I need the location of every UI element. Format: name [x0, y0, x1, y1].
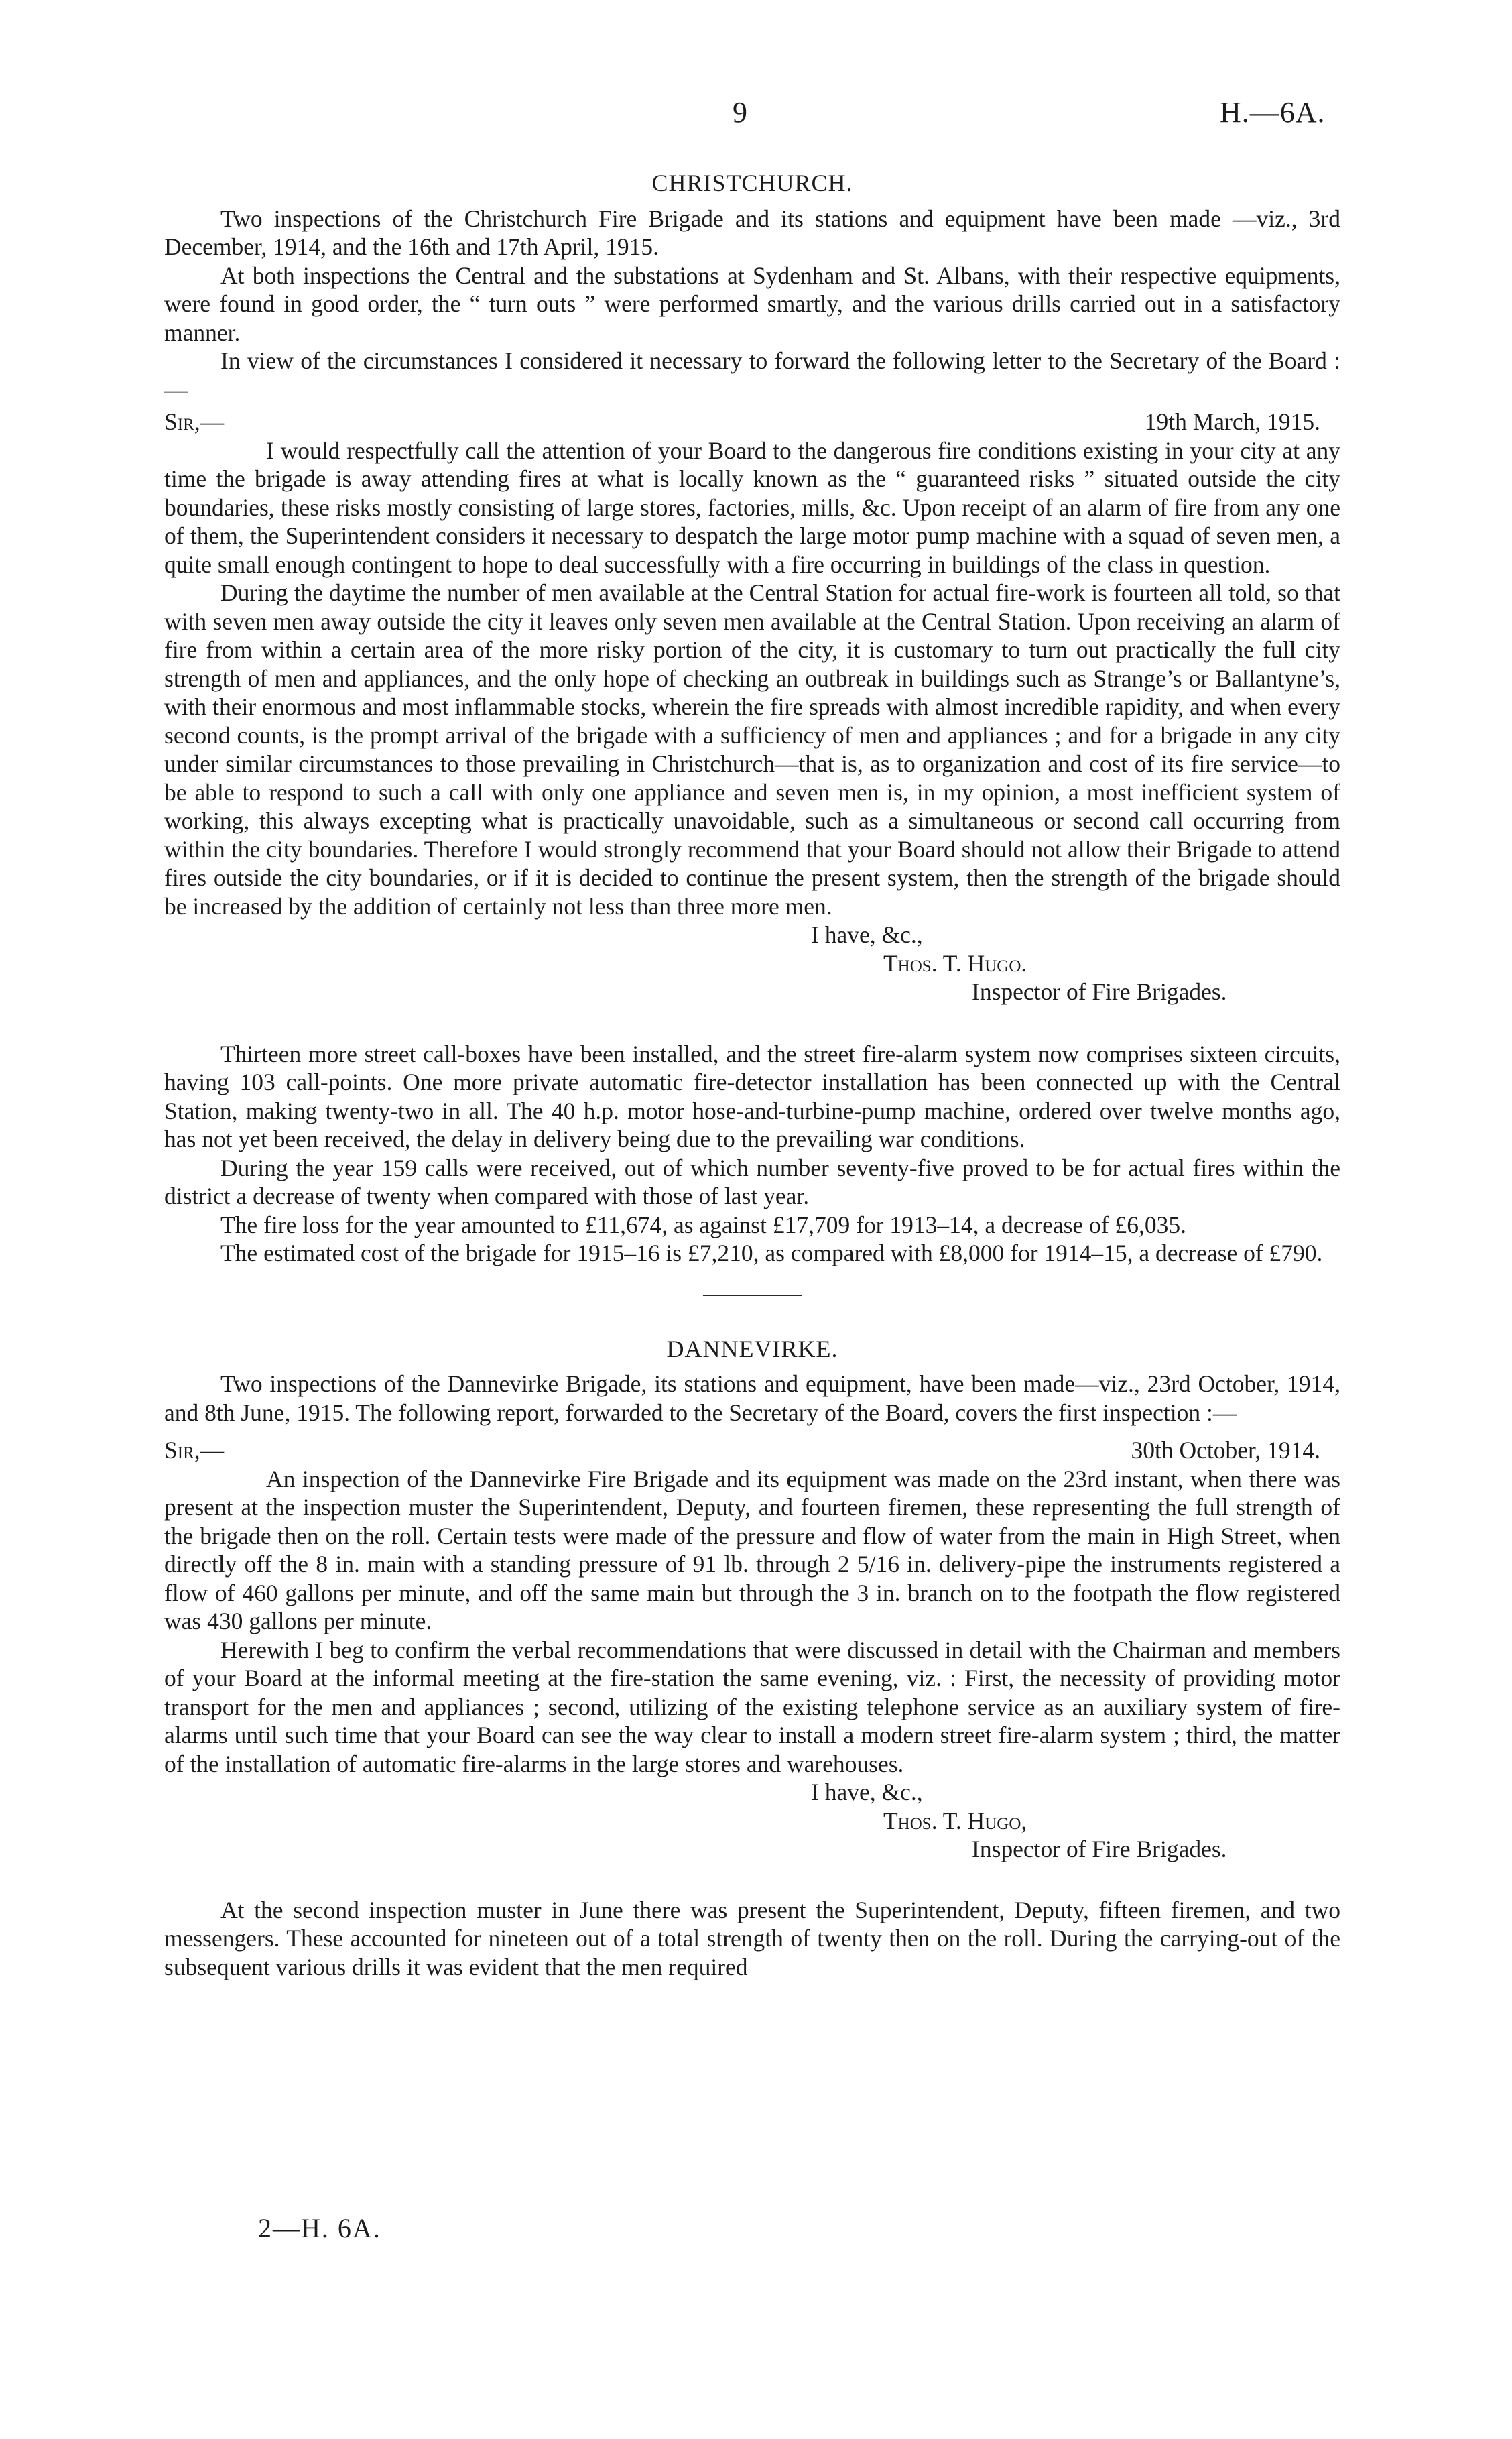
paragraph: Two inspections of the Dannevirke Brigade, its stations and equipment, have been made—viz., 23rd October, 1914, and 8th June, 1915. The following report, forwarded to the Secretary of the Board, covers the first inspection :—: [164, 1370, 1340, 1426]
paragraph: Thirteen more street call-boxes have been installed, and the street fire-alarm system now comprises sixteen circuits, having 103 call-points. One more private automatic fire-detector installation has been connected up with the Central Station, making twenty-two in all. The 40 h.p. motor hose-and-turbine-pump machine, ordered over twelve months ago, has not yet been received, the delay in delivery being due to the prevailing war conditions.: [164, 1040, 1340, 1152]
section-divider: [703, 1295, 802, 1296]
paragraph: The estimated cost of the brigade for 1915–16 is £7,210, as compared with £8,000 for 1914–15, a decrease of £790.: [220, 1240, 1323, 1266]
signer-name: Thos. T. Hugo.: [883, 949, 1027, 977]
salutation: Sir,—: [164, 1437, 225, 1464]
signature-mark: 2—H. 6A.: [258, 2213, 381, 2243]
letter: [164, 408, 1340, 1006]
document-reference: H.—6A.: [1220, 96, 1326, 129]
signer-name: Thos. T. Hugo,: [883, 1807, 1027, 1834]
letter-paragraph: An inspection of the Dannevirke Fire Brigade and its equipment was made on the 23rd instant, when there was present at the inspection muster the Superintendent, Deputy, and fourteen firemen, these representing the full strength of the brigade then on the roll. Certain tests were made of the pressure and flow of water from the main in High Street, when directly off the 8 in. main with a standing pressure of 91 lb. through 2 5/16 in. delivery-pipe the instruments registered a flow of 460 gallons per minute, and off the same main but through the 3 in. branch on to the footpath the flow registered was 430 gallons per minute.: [164, 1465, 1340, 1634]
letter-paragraph: Herewith I beg to confirm the verbal recommendations that were discussed in detail with the Chairman and members of your Board at the informal meeting at the fire-station the same evening, viz. : First, the necessity of providing motor transport for the men and appliances ; second, utilizing of the existing telephone service as an auxiliary system of fire-alarms until such time that your Board can see the way clear to install a modern street fire-alarm system ; third, the matter of the installation of automatic fire-alarms in the large stores and warehouses.: [164, 1636, 1340, 1777]
paragraph: Two inspections of the Christchurch Fire Brigade and its stations and equipment have been made —viz., 3rd December, 1914, and the 16th and 17th April, 1915.: [164, 204, 1340, 260]
letter: [164, 1436, 1340, 1864]
paragraph: In view of the circumstances I considered it necessary to forward the following letter to the Secretary of the Board :—: [164, 347, 1340, 403]
section-heading: DANNEVIRKE.: [666, 1335, 838, 1362]
paragraph: During the year 159 calls were received, out of which number seventy-five proved to be for actual fires within the district a decrease of twenty when compared with those of last year.: [164, 1154, 1340, 1209]
letter-paragraph: I would respectfully call the attention of your Board to the dangerous fire conditions existing in your city at any time the brigade is away attending fires at what is locally known as the “ guaranteed risks ” situated outside the city boundaries, these risks mostly consisting of large stores, factories, mills, &c. Upon receipt of an alarm of fire from any one of them, the Superintendent considers it necessary to despatch the large motor pump machine with a squad of seven men, a quite small enough contingent to hope to deal successfully with a fire occurring in buildings of the class in question.: [164, 436, 1340, 578]
section-christchurch: [164, 169, 1340, 1268]
section-heading: CHRISTCHURCH.: [651, 170, 853, 196]
letter-date: 19th March, 1915.: [1144, 408, 1320, 435]
signer-title: Inspector of Fire Brigades.: [972, 1836, 1227, 1862]
letter-date: 30th October, 1914.: [1131, 1437, 1320, 1464]
letter-paragraph: During the daytime the number of men available at the Central Station for actual fire-work is fourteen all told, so that with seven men away outside the city it leaves only seven men available at the Central Station. Upon receiving an alarm of fire from within a certain area of the more risky portion of the city, it is customary to turn out practically the full city strength of men and appliances, and the only hope of checking an outbreak in buildings such as Strange’s or Ballantyne’s, with their enormous and most inflammable stocks, wherein the fire spreads with almost incredible rapidity, and when every second counts, is the prompt arrival of the brigade with a sufficiency of men and appliances ; and for a brigade in any city under similar circumstances to those prevailing in Christchurch—that is, as to organization and cost of its fire service—to be able to respond to such a call with only one appliance and seven men is, in my opinion, a most inefficient system of working, this always excepting what is practically unavoidable, such as a simultaneous or second call occurring from within the city boundaries. Therefore I would strongly recommend that your Board should not allow their Brigade to attend fires outside the city boundaries, or if it is decided to continue the present system, then the strength of the brigade should be increased by the addition of certainly not less than three more men.: [164, 579, 1340, 920]
letter-header: [164, 408, 1340, 436]
closing: I have, &c.,: [811, 921, 923, 948]
salutation: Sir,—: [164, 408, 225, 435]
paragraph: The fire loss for the year amounted to £11,674, as against £17,709 for 1913–14, a decrease of £6,035.: [220, 1211, 1186, 1238]
page-number: 9: [733, 96, 747, 129]
paragraph: At the second inspection muster in June there was present the Superintendent, Deputy, fifteen firemen, and two messengers. These accounted for nineteen out of a total strength of twenty then on the roll. During the carrying-out of the subsequent various drills it was evident that the men required: [164, 1896, 1340, 1980]
paragraph: At both inspections the Central and the substations at Sydenham and St. Albans, with their respective equipments, were found in good order, the “ turn outs ” were performed smartly, and the various drills carried out in a satisfactory manner.: [164, 261, 1340, 346]
body-column: [164, 169, 1340, 1981]
signer-title: Inspector of Fire Brigades.: [972, 978, 1227, 1005]
letter-header: [164, 1436, 1340, 1465]
section-dannevirke: [164, 1335, 1340, 1982]
closing: I have, &c.,: [811, 1779, 923, 1805]
